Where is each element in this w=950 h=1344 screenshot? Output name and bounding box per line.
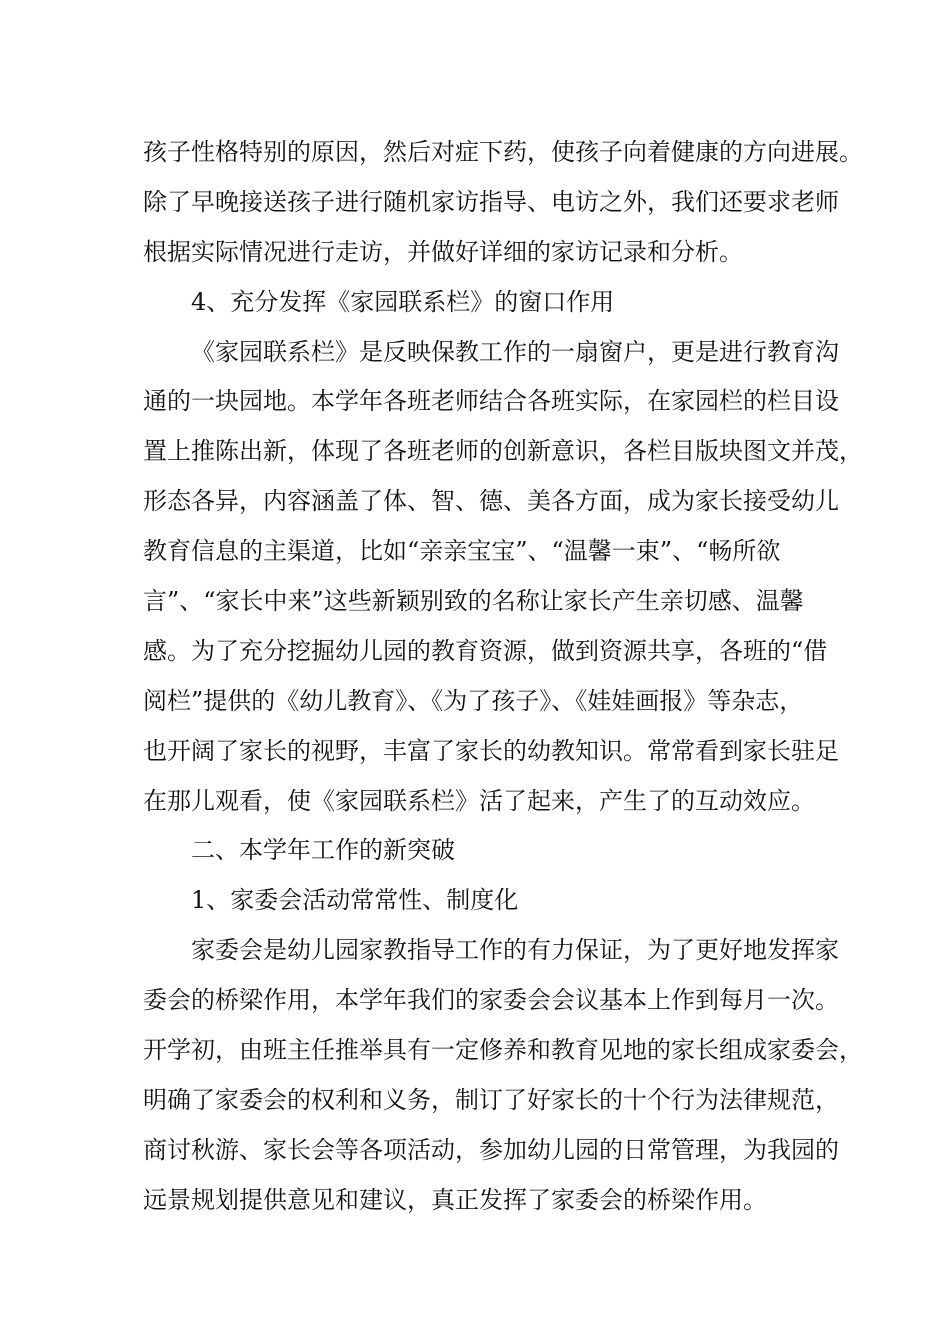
text-line: 也开阔了家长的视野，丰富了家长的幼教知识。常常看到家长驻足 (143, 736, 839, 765)
text-line: 除了早晚接送孩子进行随机家访指导、电访之外，我们还要求老师 (143, 187, 839, 216)
text-line: 商讨秋游、家长会等各项活动，参加幼儿园的日常管理，为我园的 (143, 1135, 839, 1164)
text-line: 置上推陈出新，体现了各班老师的创新意识，各栏目版块图文并茂， (143, 437, 863, 466)
text-line: 远景规划提供意见和建议，真正发挥了家委会的桥梁作用。 (143, 1185, 767, 1214)
text-line: 孩子性格特别的原因，然后对症下药，使孩子向着健康的方向进展。 (143, 138, 863, 166)
text-line: 形态各异，内容涵盖了体、智、德、美各方面，成为家长接受幼儿 (143, 487, 839, 516)
document-body (143, 128, 863, 1226)
text-line: 阅栏”提供的《幼儿教育》、《为了孩子》、《娃娃画报》等杂志， (143, 686, 804, 715)
paragraph-start-line: 家委会是幼儿园家教指导工作的有力保证，为了更好地发挥家 (191, 936, 839, 965)
paragraph-start-line: 《家园联系栏》是反映保教工作的一扇窗户，更是进行教育沟 (191, 337, 839, 366)
text-line: 在那儿观看，使《家园联系栏》活了起来，产生了的互动效应。 (143, 786, 815, 815)
text-line: 言”、“家长中来”这些新颖别致的名称让家长产生亲切感、温馨 (143, 587, 804, 616)
text-line: 委会的桥梁作用，本学年我们的家委会会议基本上作到每月一次。 (143, 986, 839, 1015)
text-line: 根据实际情况进行走访，并做好详细的家访记录和分析。 (143, 237, 743, 266)
subsection-heading: 1、家委会活动常常性、制度化 (191, 886, 519, 915)
section-heading: 4、充分发挥《家园联系栏》的窗口作用 (191, 287, 615, 316)
text-line: 教育信息的主渠道，比如“亲亲宝宝”、“温馨一束”、“畅所欲 (143, 537, 781, 566)
text-line: 明确了家委会的权利和义务，制订了好家长的十个行为法律规范， (143, 1085, 839, 1114)
section-heading: 二、本学年工作的新突破 (191, 836, 455, 865)
text-line: 开学初，由班主任推举具有一定修养和教育见地的家长组成家委会， (143, 1036, 863, 1065)
text-line: 感。为了充分挖掘幼儿园的教育资源，做到资源共享，各班的“借 (143, 636, 828, 665)
text-line: 通的一块园地。本学年各班老师结合各班实际，在家园栏的栏目设 (143, 387, 839, 416)
